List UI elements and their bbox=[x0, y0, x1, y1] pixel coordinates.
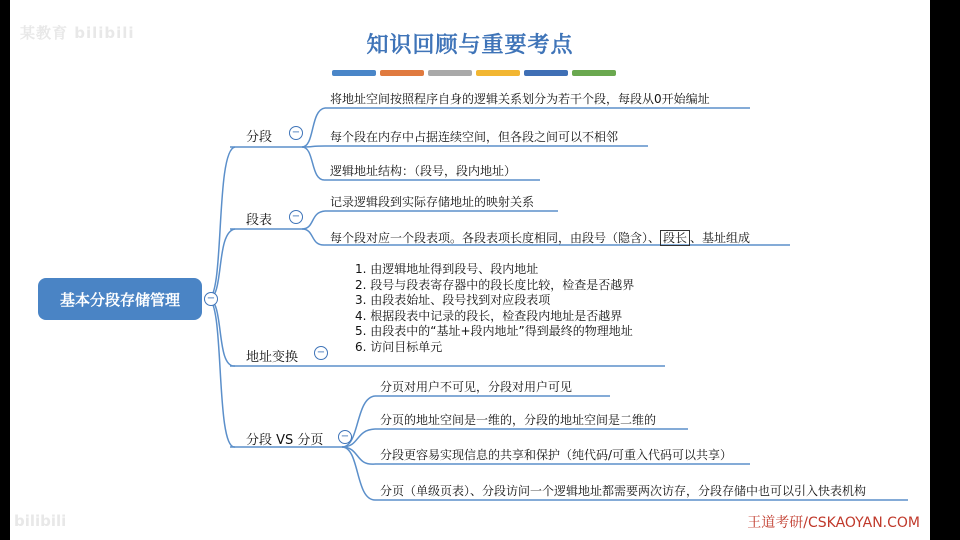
branch-address-translation[interactable]: 地址变换 bbox=[246, 350, 299, 365]
leaf-segmentation-3: 逻辑地址结构：（段号，段内地址） bbox=[330, 164, 517, 178]
root-node[interactable]: 基本分段存储管理 bbox=[38, 278, 202, 320]
leaf-vs-2: 分页的地址空间是一维的，分段的地址空间是二维的 bbox=[380, 413, 657, 427]
collapse-address-translation-icon[interactable]: − bbox=[314, 346, 328, 360]
watermark-top-left: 某教育 bilibili bbox=[20, 24, 135, 42]
step-item: 5. 由段表中的“基址+段内地址”得到最终的物理地址 bbox=[355, 324, 633, 338]
leaf-segmentation-1: 将地址空间按照程序自身的逻辑关系划分为若干个段，每段从0开始编址 bbox=[330, 92, 710, 106]
collapse-segmentation-icon[interactable]: − bbox=[289, 126, 303, 140]
slide bbox=[10, 0, 930, 540]
footer-brand: 王道考研/CSKAOYAN.COM bbox=[747, 515, 920, 531]
collapse-segment-table-icon[interactable]: − bbox=[289, 210, 303, 224]
address-translation-steps bbox=[355, 262, 634, 355]
branch-segment-table[interactable]: 段表 bbox=[246, 213, 273, 228]
leaf-segmentation-2: 每个段在内存中占据连续空间，但各段之间可以不相邻 bbox=[330, 130, 619, 144]
watermark-bottom-left: bilibili bbox=[14, 512, 67, 530]
leaf-segment-table-1: 记录逻辑段到实际存储地址的映射关系 bbox=[330, 195, 535, 209]
step-item: 3. 由段表始址、段号找到对应段表项 bbox=[355, 293, 551, 307]
leaf-vs-1: 分页对用户不可见，分段对用户可见 bbox=[380, 380, 573, 394]
collapse-segmentation-vs-paging-icon[interactable]: − bbox=[338, 430, 352, 444]
leaf-segment-table-2 bbox=[330, 229, 750, 246]
branch-segmentation-vs-paging[interactable]: 分段 VS 分页 bbox=[246, 433, 324, 448]
collapse-root-icon[interactable]: − bbox=[204, 292, 218, 306]
step-item: 4. 根据段表中记录的段长，检查段内地址是否越界 bbox=[355, 308, 623, 323]
leaf-segment-table-2-after: 、基址组成 bbox=[690, 231, 751, 245]
step-item: 2. 段号与段表寄存器中的段长度比较，检查是否越界 bbox=[355, 277, 635, 292]
leaf-vs-4: 分页（单级页表）、分段访问一个逻辑地址都需要两次访存，分段存储中也可以引入快表机构 bbox=[380, 484, 867, 498]
highlight-segment-length: 段长 bbox=[660, 230, 690, 246]
step-item: 6. 访问目标单元 bbox=[355, 339, 443, 354]
step-item: 1. 由逻辑地址得到段号、段内地址 bbox=[355, 262, 539, 276]
leaf-segment-table-2-before: 每个段对应一个段表项。各段表项长度相同，由段号（隐含）、 bbox=[330, 231, 661, 245]
branch-segmentation[interactable]: 分段 bbox=[246, 130, 273, 145]
leaf-vs-3: 分段更容易实现信息的共享和保护（纯代码/可重入代码可以共享） bbox=[380, 448, 733, 462]
slide-title: 知识回顾与重要考点 bbox=[366, 33, 574, 58]
